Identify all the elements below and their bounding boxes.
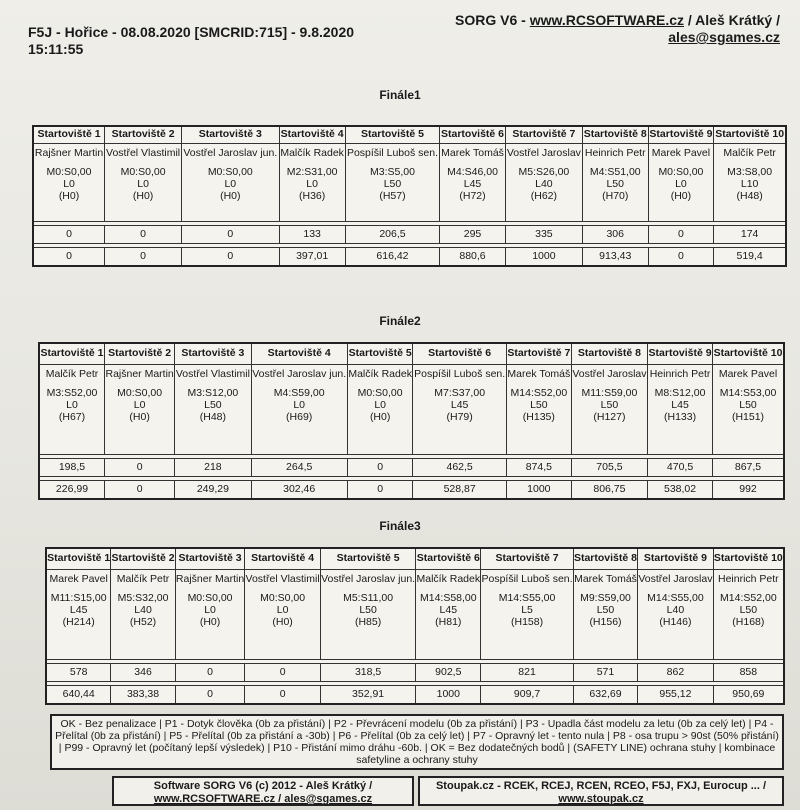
landing-points: L50 — [359, 603, 377, 616]
landing-points: L50 — [383, 177, 402, 190]
footer-software — [112, 776, 414, 806]
normalized-points-cell: 0 — [105, 247, 182, 266]
pilot-cell — [714, 143, 786, 221]
landing-points: L50 — [739, 603, 758, 616]
pilot-cell — [105, 143, 182, 221]
pilot-cell — [713, 569, 784, 659]
flight-time: M14:S55,00 — [647, 591, 704, 604]
landing-points: L45 — [450, 398, 469, 411]
raw-points-row — [46, 663, 784, 681]
height-value: (H135) — [522, 410, 555, 423]
flight-time: M0:S0,00 — [207, 165, 253, 178]
start-position-header: Startoviště 4 — [245, 548, 321, 569]
start-position-header: Startoviště 4 — [279, 126, 345, 143]
pilot-name: Rajšner Martin — [175, 572, 245, 585]
landing-points: L10 — [740, 177, 759, 190]
final-3-table — [45, 547, 785, 705]
height-value: (H0) — [220, 189, 241, 202]
height-value: (H158) — [510, 615, 544, 628]
flight-time: M7:S37,00 — [434, 386, 486, 399]
start-position-header: Startoviště 1 — [46, 548, 111, 569]
pilot-cell — [582, 143, 648, 221]
raw-points-cell: 174 — [714, 225, 786, 243]
raw-points-cell: 821 — [481, 663, 574, 681]
raw-points-cell: 0 — [104, 458, 174, 476]
raw-points-cell: 133 — [279, 225, 345, 243]
pilot-cell — [505, 143, 582, 221]
start-position-header: Startoviště 9 — [648, 343, 713, 364]
raw-points-cell: 218 — [175, 458, 251, 476]
raw-points-cell: 0 — [175, 663, 245, 681]
normalized-points-cell: 880,6 — [440, 247, 506, 266]
height-value: (H85) — [354, 615, 382, 628]
pilot-cell — [345, 143, 439, 221]
normalized-points-cell: 1000 — [416, 685, 481, 704]
pilot-row — [46, 569, 784, 659]
pilot-row — [39, 364, 784, 454]
flight-time: M4:S51,00 — [589, 165, 641, 178]
raw-points-cell: 705,5 — [571, 458, 647, 476]
raw-points-cell: 295 — [440, 225, 506, 243]
normalized-points-cell: 528,87 — [413, 480, 506, 499]
start-position-header: Startoviště 1 — [39, 343, 104, 364]
pilot-name: Vostřel Jaroslav — [638, 572, 713, 585]
pilot-name: Malčík Radek — [280, 146, 344, 159]
pilot-name: Vostřel Jaroslav — [506, 146, 581, 159]
height-value: (H79) — [446, 410, 473, 423]
footer-copyright: Software SORG V6 (c) 2012 - Aleš Krátký / — [153, 780, 373, 792]
landing-points: L50 — [596, 603, 615, 616]
start-position-header: Startoviště 6 — [416, 548, 481, 569]
flight-time: M0:S0,00 — [117, 386, 163, 399]
normalized-points-cell: 955,12 — [638, 685, 714, 704]
landing-points: L45 — [439, 603, 458, 616]
landing-points: L0 — [675, 177, 687, 190]
flight-time: M5:S26,00 — [518, 165, 570, 178]
flight-time: M0:S0,00 — [120, 165, 166, 178]
normalized-points-cell: 0 — [347, 480, 413, 499]
footer-software-link[interactable]: www.RCSOFTWARE.cz — [153, 793, 276, 805]
start-position-header: Startoviště 10 — [713, 548, 784, 569]
normalized-points-cell: 226,99 — [39, 480, 104, 499]
landing-points: L0 — [63, 177, 75, 190]
software-link[interactable]: www.RCSOFTWARE.cz — [529, 12, 685, 28]
raw-points-cell: 874,5 — [506, 458, 571, 476]
start-position-header: Startoviště 5 — [320, 548, 415, 569]
event-title: F5J - Hořice - 08.08.2020 [SMCRID:715] - 9.8.2020 — [28, 24, 355, 40]
flight-time: M0:S0,00 — [357, 386, 403, 399]
footer-email[interactable]: / ales@sgames.cz — [275, 793, 373, 805]
raw-points-cell: 318,5 — [320, 663, 415, 681]
height-value: (H156) — [589, 615, 622, 628]
pilot-cell — [111, 569, 175, 659]
height-value: (H48) — [736, 189, 763, 202]
normalized-points-cell: 640,44 — [46, 685, 111, 704]
flight-time: M4:S46,00 — [447, 165, 498, 178]
table-header-row — [39, 343, 784, 364]
landing-points: L5 — [521, 603, 533, 616]
landing-points: L50 — [606, 177, 624, 190]
final-3-title: Finále3 — [379, 519, 421, 533]
pilot-cell — [182, 143, 279, 221]
flight-time: M2:S31,00 — [286, 165, 338, 178]
pilot-name: Vostřel Vlastimil — [175, 367, 250, 380]
pilot-name: Vostřel Jaroslav jun. — [252, 367, 347, 380]
raw-points-cell: 462,5 — [413, 458, 506, 476]
start-position-header: Startoviště 2 — [111, 548, 175, 569]
height-value: (H70) — [602, 189, 629, 202]
landing-points: L40 — [134, 603, 152, 616]
start-position-header: Startoviště 2 — [105, 126, 182, 143]
raw-points-cell: 867,5 — [713, 458, 784, 476]
height-value: (H0) — [369, 410, 391, 423]
start-position-header: Startoviště 3 — [175, 343, 251, 364]
pilot-cell — [638, 569, 714, 659]
table-header-row — [33, 126, 786, 143]
flight-time: M14:S52,00 — [510, 386, 568, 399]
start-position-header: Startoviště 7 — [506, 343, 571, 364]
flight-time: M14:S53,00 — [719, 386, 777, 399]
normalized-points-cell: 352,91 — [320, 685, 415, 704]
normalized-points-cell: 0 — [104, 480, 174, 499]
flight-time: M5:S11,00 — [343, 591, 394, 604]
raw-points-cell: 0 — [245, 663, 321, 681]
normalized-points-cell: 538,02 — [648, 480, 713, 499]
pilot-cell — [33, 143, 105, 221]
flight-time: M11:S59,00 — [581, 386, 638, 399]
height-value: (H0) — [199, 615, 221, 628]
landing-points: L50 — [739, 398, 757, 411]
raw-points-cell: 0 — [347, 458, 413, 476]
penalty-legend: OK - Bez penalizace | P1 - Dotyk člověka (0b za přistání) | P2 - Převrácení modelu (0b za přistání) | P3 - Upadla část modelu za letu (0b za celý let) | P4 - Přelítal (0b za přistání) | P5 - Přelítal (0b za přistání a -30b) | P6 - Přelítal (0b za celý let) | P7 - Opravný let - tento nula | P8 - osa trupu > 90st (50% přistání) | P99 - Opravný let (počítaný lepší výsledek) | P10 - Přistání mimo dráhu -60b. | OK = Bez dodatečných bodů | (SAFETY LINE) ochrana stuhy | kombinace safetyline a ochrany stuhy — [50, 714, 784, 770]
pilot-cell — [175, 569, 245, 659]
normalized-points-cell: 0 — [648, 247, 714, 266]
pilot-name: Malčík Radek — [348, 367, 412, 380]
flight-time: M14:S58,00 — [419, 591, 477, 604]
pilot-cell — [648, 143, 714, 221]
pilot-cell — [279, 143, 345, 221]
landing-points: L40 — [666, 603, 685, 616]
normalized-points-cell: 950,69 — [713, 685, 784, 704]
flight-time: M0:S0,00 — [658, 165, 704, 178]
pilot-name: Heinrich Petr — [584, 146, 646, 159]
pilot-cell — [347, 364, 413, 454]
pilot-cell — [46, 569, 111, 659]
height-value: (H0) — [132, 189, 154, 202]
flight-time: M0:S0,00 — [187, 591, 233, 604]
pilot-cell — [245, 569, 321, 659]
normalized-points-cell: 1000 — [505, 247, 582, 266]
pilot-name: Heinrich Petr — [717, 572, 779, 585]
raw-points-cell: 198,5 — [39, 458, 104, 476]
landing-points: L45 — [463, 177, 482, 190]
height-value: (H0) — [272, 615, 293, 628]
height-value: (H52) — [129, 615, 157, 628]
landing-points: L0 — [276, 603, 289, 616]
pilot-cell — [713, 364, 784, 454]
raw-points-row — [33, 225, 786, 243]
raw-points-cell: 578 — [46, 663, 111, 681]
flight-time: M9:S59,00 — [580, 591, 631, 604]
flight-time: M3:S8,00 — [727, 165, 773, 178]
pilot-cell — [573, 569, 637, 659]
landing-points: L50 — [600, 398, 619, 411]
normalized-points-cell: 302,46 — [251, 480, 347, 499]
author-email[interactable]: ales@sgames.cz — [668, 29, 780, 45]
start-position-header: Startoviště 10 — [714, 126, 786, 143]
pilot-cell — [413, 364, 506, 454]
start-position-header: Startoviště 6 — [413, 343, 506, 364]
height-value: (H0) — [58, 189, 80, 202]
raw-points-cell: 0 — [105, 225, 182, 243]
pilot-cell — [416, 569, 481, 659]
raw-points-row — [39, 458, 784, 476]
start-position-header: Startoviště 4 — [251, 343, 347, 364]
pilot-cell — [571, 364, 647, 454]
landing-points: L0 — [293, 398, 306, 411]
start-position-header: Startoviště 3 — [182, 126, 279, 143]
raw-points-cell: 858 — [713, 663, 784, 681]
flight-time: M0:S0,00 — [46, 165, 92, 178]
pilot-name: Pospíšil Luboš sen. — [414, 367, 506, 380]
pilot-cell — [648, 364, 713, 454]
normalized-points-cell: 0 — [175, 685, 245, 704]
start-position-header: Startoviště 3 — [175, 548, 245, 569]
height-value: (H62) — [530, 189, 558, 202]
height-value: (H67) — [58, 410, 86, 423]
flight-time: M4:S59,00 — [273, 386, 325, 399]
pilot-cell — [481, 569, 574, 659]
final-1-title: Finále1 — [379, 88, 421, 102]
final-2-table — [38, 342, 785, 500]
flight-time: M3:S5,00 — [370, 165, 415, 178]
flight-time: M14:S55,00 — [498, 591, 556, 604]
raw-points-cell: 335 — [505, 225, 582, 243]
height-value: (H69) — [286, 410, 313, 423]
pilot-name: Marek Pavel — [718, 367, 778, 380]
start-position-header: Startoviště 1 — [33, 126, 105, 143]
flight-time: M0:S0,00 — [260, 591, 306, 604]
flight-time: M5:S32,00 — [117, 591, 169, 604]
height-value: (H72) — [459, 189, 486, 202]
normalized-points-row — [33, 247, 786, 266]
start-position-header: Startoviště 7 — [481, 548, 574, 569]
final-2-title: Finále2 — [379, 314, 421, 328]
start-position-header: Startoviště 7 — [505, 126, 582, 143]
height-value: (H168) — [732, 615, 765, 628]
height-value: (H57) — [379, 189, 406, 202]
pilot-name: Marek Pavel — [49, 572, 108, 585]
pilot-cell — [506, 364, 571, 454]
raw-points-cell: 902,5 — [416, 663, 481, 681]
print-time: 15:11:55 — [28, 41, 84, 57]
raw-points-cell: 264,5 — [251, 458, 347, 476]
normalized-points-cell: 909,7 — [481, 685, 574, 704]
normalized-points-row — [39, 480, 784, 499]
pilot-name: Vostřel Jaroslav — [572, 367, 647, 380]
height-value: (H133) — [663, 410, 697, 423]
pilot-name: Heinrich Petr — [649, 367, 711, 380]
normalized-points-cell: 0 — [182, 247, 279, 266]
start-position-header: Startoviště 8 — [582, 126, 648, 143]
pilot-name: Marek Tomáš — [574, 572, 637, 585]
landing-points: L40 — [535, 177, 553, 190]
author-name: / Aleš Krátký / — [684, 12, 780, 28]
raw-points-cell: 0 — [182, 225, 279, 243]
pilot-name: Vostřel Jaroslav jun. — [183, 146, 278, 159]
landing-points: L0 — [224, 177, 237, 190]
pilot-name: Malčík Petr — [116, 572, 170, 585]
normalized-points-cell: 0 — [33, 247, 105, 266]
pilot-name: Pospíšil Luboš sen. — [346, 146, 438, 159]
start-position-header: Startoviště 9 — [648, 126, 714, 143]
start-position-header: Startoviště 2 — [104, 343, 174, 364]
pilot-name: Vostřel Jaroslav jun. — [321, 572, 416, 585]
landing-points: L0 — [374, 398, 386, 411]
normalized-points-cell: 992 — [713, 480, 784, 499]
pilot-name: Vostřel Vlastimil — [245, 572, 320, 585]
software-name: SORG V6 - — [455, 12, 530, 28]
height-value: (H81) — [435, 615, 462, 628]
normalized-points-cell: 806,75 — [571, 480, 647, 499]
raw-points-cell: 346 — [111, 663, 175, 681]
pilot-cell — [104, 364, 174, 454]
final-1-table — [32, 125, 787, 267]
raw-points-cell: 0 — [33, 225, 105, 243]
flight-time: M8:S12,00 — [654, 386, 706, 399]
pilot-name: Rajšner Martin — [105, 367, 174, 380]
landing-points: L0 — [137, 177, 149, 190]
start-position-header: Startoviště 8 — [571, 343, 647, 364]
pilot-name: Malčík Petr — [45, 367, 99, 380]
event-header — [28, 24, 408, 58]
normalized-points-cell: 1000 — [506, 480, 571, 499]
software-header — [440, 12, 780, 46]
height-value: (H146) — [659, 615, 692, 628]
landing-points: L50 — [530, 398, 548, 411]
height-value: (H36) — [299, 189, 326, 202]
pilot-name: Malčík Radek — [416, 572, 481, 585]
normalized-points-cell: 397,01 — [279, 247, 345, 266]
landing-points: L0 — [66, 398, 78, 411]
normalized-points-cell: 519,4 — [714, 247, 786, 266]
footer-stoupak-text: Stoupak.cz - RCEK, RCEJ, RCEN, RCEO, F5J, FXJ, Eurocup ... / — [435, 780, 767, 792]
pilot-cell — [251, 364, 347, 454]
landing-points: L0 — [204, 603, 216, 616]
footer-stoupak — [418, 776, 784, 806]
landing-points: L50 — [204, 398, 222, 411]
landing-points: L45 — [671, 398, 689, 411]
flight-time: M3:S12,00 — [187, 386, 239, 399]
height-value: (H214) — [62, 615, 95, 628]
normalized-points-cell: 249,29 — [175, 480, 251, 499]
footer-stoupak-link[interactable]: www.stoupak.cz — [558, 793, 644, 805]
pilot-name: Marek Pavel — [651, 146, 711, 159]
pilot-name: Vostřel Vlastimil — [106, 146, 181, 159]
flight-time: M11:S15,00 — [50, 591, 107, 604]
raw-points-cell: 862 — [638, 663, 714, 681]
pilot-cell — [175, 364, 251, 454]
start-position-header: Startoviště 8 — [573, 548, 637, 569]
raw-points-cell: 306 — [582, 225, 648, 243]
table-header-row — [46, 548, 784, 569]
flight-time: M14:S52,00 — [720, 591, 777, 604]
normalized-points-cell: 0 — [245, 685, 321, 704]
raw-points-cell: 571 — [573, 663, 637, 681]
pilot-cell — [440, 143, 506, 221]
pilot-name: Rajšner Martin — [34, 146, 104, 159]
landing-points: L45 — [69, 603, 88, 616]
normalized-points-cell: 383,38 — [111, 685, 175, 704]
raw-points-cell: 0 — [648, 225, 714, 243]
pilot-name: Pospíšil Luboš sen. — [481, 572, 573, 585]
flight-time: M3:S52,00 — [46, 386, 98, 399]
normalized-points-cell: 632,69 — [573, 685, 637, 704]
start-position-header: Startoviště 10 — [713, 343, 784, 364]
pilot-name: Marek Tomáš — [507, 367, 571, 380]
landing-points: L0 — [133, 398, 146, 411]
height-value: (H127) — [593, 410, 626, 423]
pilot-row — [33, 143, 786, 221]
pilot-name: Marek Tomáš — [441, 146, 504, 159]
pilot-cell — [39, 364, 104, 454]
start-position-header: Startoviště 5 — [345, 126, 439, 143]
landing-points: L0 — [306, 177, 318, 190]
height-value: (H151) — [731, 410, 765, 423]
raw-points-cell: 206,5 — [345, 225, 439, 243]
raw-points-cell: 470,5 — [648, 458, 713, 476]
start-position-header: Startoviště 6 — [440, 126, 506, 143]
pilot-name: Malčík Petr — [723, 146, 776, 159]
start-position-header: Startoviště 9 — [638, 548, 714, 569]
normalized-points-cell: 616,42 — [345, 247, 439, 266]
normalized-points-row — [46, 685, 784, 704]
height-value: (H0) — [129, 410, 150, 423]
pilot-cell — [320, 569, 415, 659]
normalized-points-cell: 913,43 — [582, 247, 648, 266]
height-value: (H0) — [670, 189, 692, 202]
start-position-header: Startoviště 5 — [347, 343, 413, 364]
height-value: (H48) — [199, 410, 227, 423]
